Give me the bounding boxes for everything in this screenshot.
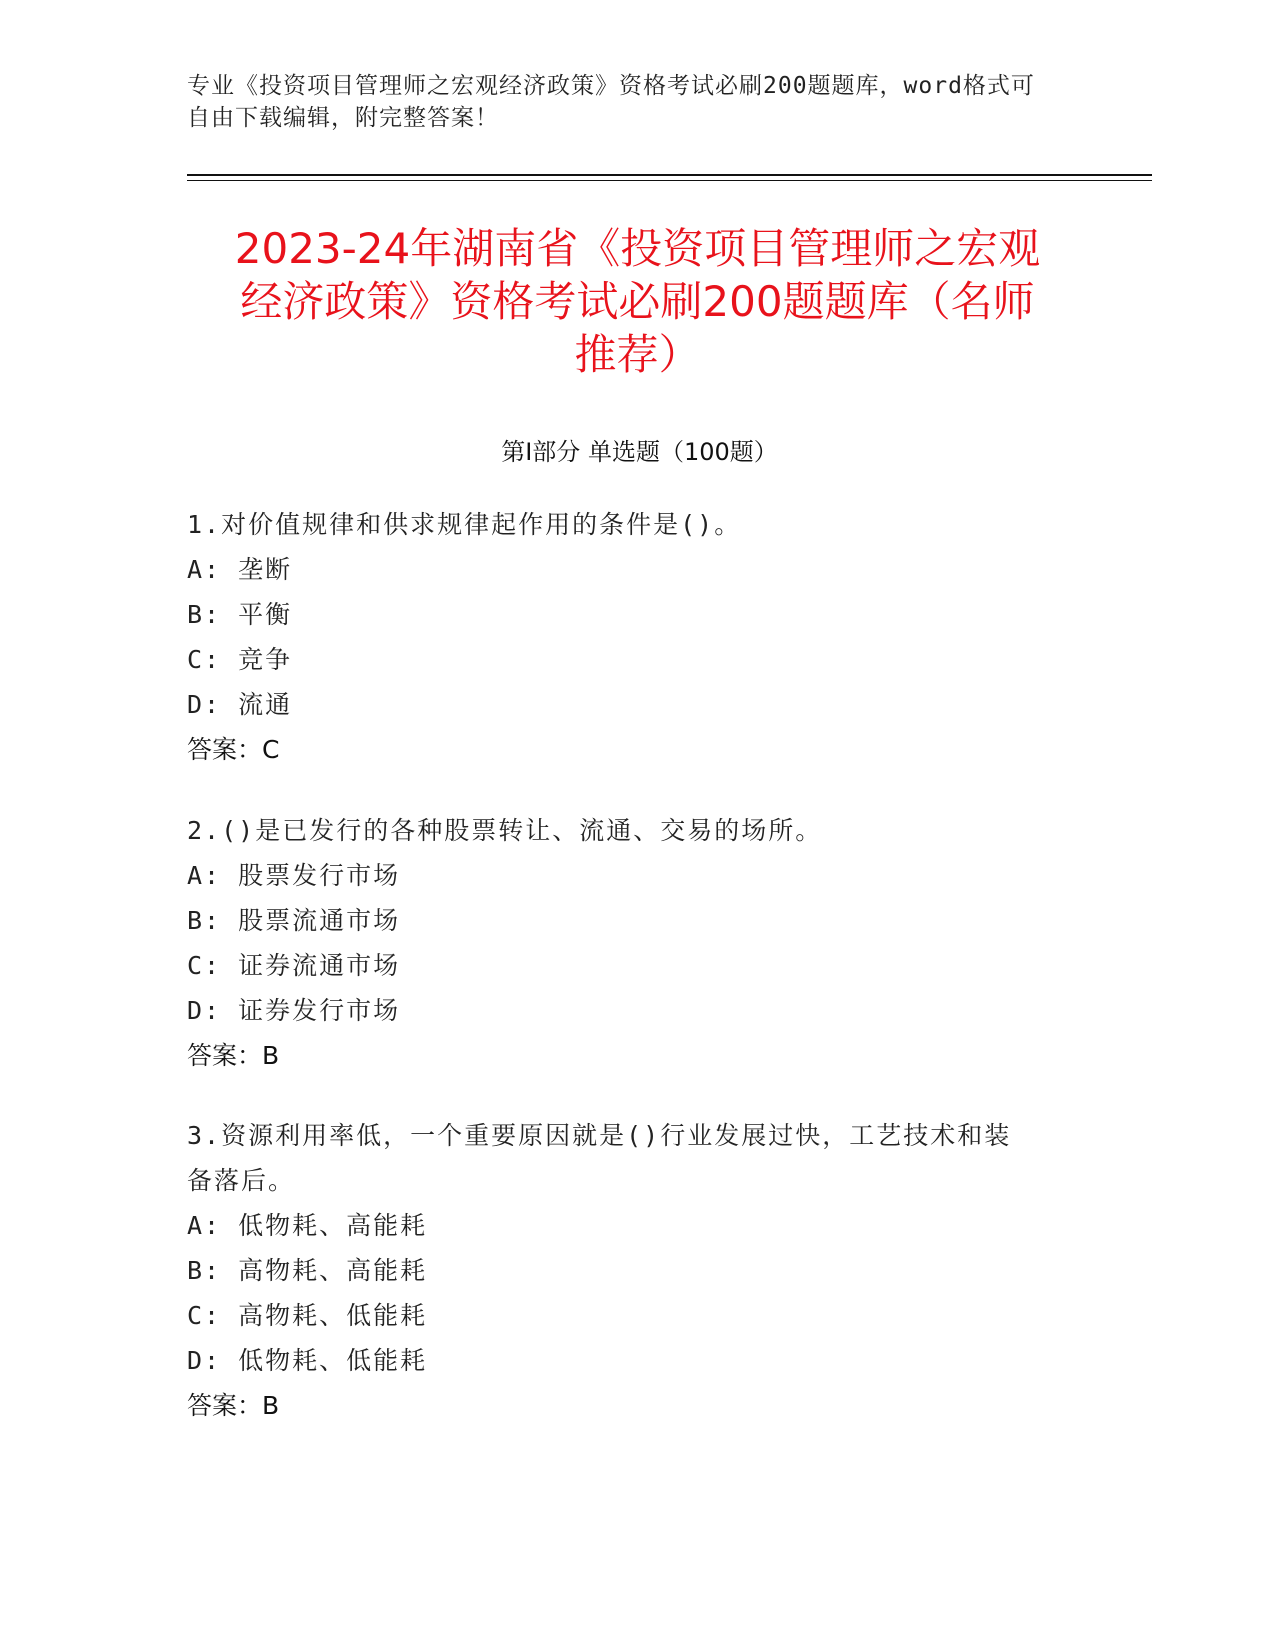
answer-line: 答案：B — [187, 1391, 280, 1420]
header-line-1: 专业《投资项目管理师之宏观经济政策》资格考试必刷200题题库，word格式可 — [187, 73, 1035, 99]
option-d: D: 低物耗、低能耗 — [187, 1346, 428, 1375]
header-divider-thick — [187, 174, 1152, 176]
option-d: D: 流通 — [187, 690, 293, 719]
question-stem: 2.()是已发行的各种股票转让、流通、交易的场所。 — [187, 816, 823, 845]
answer-line: 答案：B — [187, 1041, 280, 1070]
option-a: A: 股票发行市场 — [187, 861, 401, 890]
option-c: C: 高物耗、低能耗 — [187, 1301, 428, 1330]
option-b: B: 平衡 — [187, 600, 293, 629]
option-b: B: 高物耗、高能耗 — [187, 1256, 428, 1285]
option-a: A: 垄断 — [187, 555, 293, 584]
option-c: C: 竞争 — [187, 645, 293, 674]
question-stem-line-1: 3.资源利用率低，一个重要原因就是()行业发展过快，工艺技术和装 — [187, 1121, 1012, 1150]
question-3 — [187, 1113, 1067, 1428]
option-b: B: 股票流通市场 — [187, 906, 401, 935]
answer-line: 答案：C — [187, 735, 280, 764]
option-a: A: 低物耗、高能耗 — [187, 1211, 428, 1240]
title-line-1: 2023-24年湖南省《投资项目管理师之宏观 — [234, 224, 1041, 273]
document-header — [187, 70, 1067, 134]
question-stem-line-2: 备落后。 — [187, 1166, 296, 1195]
option-c: C: 证券流通市场 — [187, 951, 401, 980]
question-2 — [187, 808, 1067, 1078]
title-line-2: 经济政策》资格考试必刷200题题库（名师 — [240, 277, 1035, 326]
header-divider-thin — [187, 180, 1152, 181]
question-1 — [187, 502, 1067, 772]
document-title — [150, 222, 1125, 381]
section-title: 第Ⅰ部分 单选题（100题） — [501, 438, 778, 466]
title-line-3: 推荐） — [574, 330, 701, 379]
question-stem: 1.对价值规律和供求规律起作用的条件是()。 — [187, 510, 742, 539]
option-d: D: 证券发行市场 — [187, 996, 401, 1025]
header-line-2: 自由下载编辑，附完整答案！ — [187, 105, 499, 131]
